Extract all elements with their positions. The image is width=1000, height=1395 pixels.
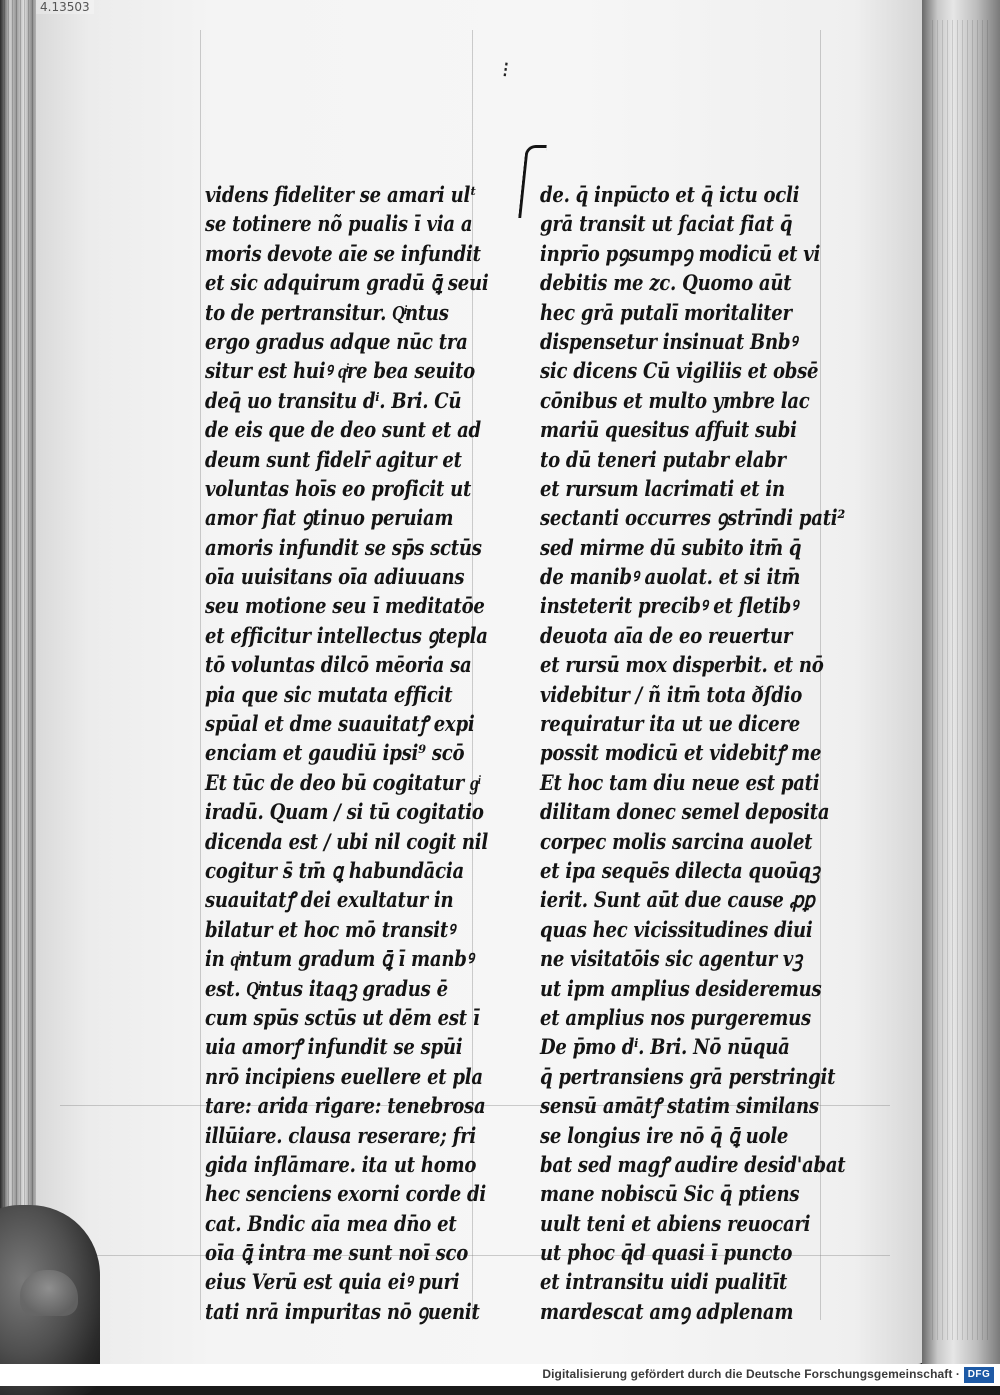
thumbnail-highlight xyxy=(20,1270,78,1316)
manuscript-line: et sic adquirum gradū ꝗ̄ seui xyxy=(205,270,489,296)
manuscript-line: mane nobiscū Sic q̄ ptiens xyxy=(540,1181,800,1207)
manuscript-line: Et tūc de deo bū cogitatur gͥ xyxy=(205,769,479,795)
page-edges-texture xyxy=(4,0,38,1386)
manuscript-line: to de pertransitur. Qͥntus xyxy=(205,299,449,325)
manuscript-line: videns fideliter se amari ulᵗ xyxy=(205,182,477,207)
manuscript-line: voluntas hoīs eo proficit ut xyxy=(205,475,472,501)
manuscript-line: eius Verū est quia eiꝰ puri xyxy=(205,1269,460,1295)
manuscript-line: ne visitatōis sic agentur vꝫ xyxy=(540,946,803,972)
manuscript-line: hec senciens exorni corde di xyxy=(205,1181,486,1207)
manuscript-line: et ipa sequēs dilecta quoūqꝫ xyxy=(540,857,820,883)
manuscript-line: amor fiat ꝯtinuo peruiam xyxy=(205,505,454,531)
manuscript-line: seu motione seu ī meditatōe xyxy=(205,593,485,619)
manuscript-line: uult teni et abiens reuocari xyxy=(540,1210,811,1236)
manuscript-line: se totinere nõ pualis ī via a xyxy=(205,211,473,237)
manuscript-line: pia que sic mutata efficit xyxy=(205,681,453,707)
manuscript-line: Et hoc tam diu neue est pati xyxy=(540,769,820,795)
manuscript-line: dispensetur insinuat Bnbꝰ xyxy=(540,328,797,354)
manuscript-line: ierit. Sunt aūt due cause ꝓꝑ xyxy=(540,887,815,913)
manuscript-line: se longius ire nō q̄ ꝗ̄ uole xyxy=(540,1122,789,1148)
manuscript-line: mariū quesitus affuit subi xyxy=(540,417,797,443)
manuscript-line: sed mirme dū subito itm̄ q̄ xyxy=(540,534,802,560)
manuscript-line: mardescat amꝯ adplenam xyxy=(540,1298,794,1324)
manuscript-line: sensū amātꝭ statim similans xyxy=(540,1093,819,1119)
manuscript-line: requiratur ita ut ue dicere xyxy=(540,711,801,737)
footer-bar xyxy=(0,1364,1000,1386)
manuscript-line: debitis me zc. Quomo aūt xyxy=(540,270,792,296)
manuscript-line: dicenda est / ubi nil cogit nil xyxy=(205,828,488,854)
book-edge-right xyxy=(922,0,1000,1386)
manuscript-line: videbitur / ñ itm̄ tota ðſdio xyxy=(540,681,802,707)
manuscript-line: iradū. Quam / si tū cogitatio xyxy=(205,799,484,825)
manuscript-line: illūiare. clausa reserare; fri xyxy=(205,1122,476,1148)
manuscript-line: de. q̄ inpūcto et q̄ ictu ocli xyxy=(540,182,800,207)
text-column-right xyxy=(540,180,850,1326)
manuscript-line: q̄ pertransiens grā perstringit xyxy=(540,1063,836,1089)
manuscript-line: cogitur s̄ tm̄ ꝗ habundācia xyxy=(205,857,464,883)
manuscript-line: et amplius nos purgeremus xyxy=(540,1004,811,1030)
manuscript-line: spūal et dme suauitatꝭ expi xyxy=(205,711,475,737)
shelfmark: 4.13503 xyxy=(36,0,94,14)
manuscript-line: est. Qͥntus itaqꝫ gradus ē xyxy=(205,975,448,1001)
manuscript-line: tare: arida rigare: tenebrosa xyxy=(205,1093,486,1119)
manuscript-line: suauitatꝭ dei exultatur in xyxy=(205,887,454,913)
manuscript-line: sic dicens Cū vigiliis et obsē xyxy=(540,358,819,384)
manuscript-line: nrō incipiens euellere et pla xyxy=(205,1063,483,1089)
manuscript-line: bilatur et hoc mō transitꝰ xyxy=(205,916,455,942)
manuscript-line: deq̄ uo transitu dⁱ. Bri. Cū xyxy=(205,387,462,413)
ruling-line xyxy=(200,30,201,1320)
manuscript-line: sectanti occurres ꝯstrīndi pati² xyxy=(540,505,846,531)
manuscript-line: corpec molis sarcina auolet xyxy=(540,828,813,854)
manuscript-line: ut phoc q̄d quasi ī puncto xyxy=(540,1240,793,1266)
manuscript-line: ut ipm amplius desideremus xyxy=(540,975,822,1001)
manuscript-line: deuota aīa de eo reuertur xyxy=(540,622,793,648)
manuscript-line: et intransitu uidi pualitīt xyxy=(540,1269,788,1295)
manuscript-line: deum sunt fidelr̄ agitur et xyxy=(205,446,462,472)
manuscript-line: to dū teneri putabr elabr xyxy=(540,446,786,472)
manuscript-line: in qͥntum gradum ꝗ̄ ī manbꝰ xyxy=(205,946,474,972)
manuscript-line: et rursum lacrimati et in xyxy=(540,475,785,501)
manuscript-line: dilitam donec semel deposita xyxy=(540,799,830,825)
margin-mark: ⁝ xyxy=(500,57,511,84)
manuscript-line: amoris infundit se sp̄s sctūs xyxy=(205,534,482,560)
manuscript-line: et efficitur intellectus ꝯtepla xyxy=(205,622,488,648)
manuscript-line: possit modicū et videbitꝭ me xyxy=(540,740,822,766)
manuscript-line: oīa ꝗ̄ intra me sunt noī sco xyxy=(205,1240,469,1266)
manuscript-line: ergo gradus adque nūc tra xyxy=(205,328,468,354)
manuscript-line: tō voluntas dilcō mēoria sa xyxy=(205,652,472,678)
manuscript-line: quas hec vicissitudines diui xyxy=(540,916,813,942)
manuscript-line: De p̄mo dⁱ. Bri. Nō nūquā xyxy=(540,1034,790,1060)
manuscript-line: bat sed magꝭ audire desid'abat xyxy=(540,1151,846,1177)
manuscript-line: inprīo pꝯsumpꝯ modicū et vi xyxy=(540,240,821,266)
manuscript-line: moris devote aīe se infundit xyxy=(205,240,481,266)
text-column-left xyxy=(205,180,525,1326)
manuscript-line: hec grā putalī moritaliter xyxy=(540,299,792,325)
dfg-logo: DFG xyxy=(964,1367,994,1383)
manuscript-line: cum spūs sctūs ut dēm est ī xyxy=(205,1004,480,1030)
manuscript-line: cat. Bndic aīa mea dn̄o et xyxy=(205,1210,457,1236)
manuscript-line: oīa uuisitans oīa adiuuans xyxy=(205,564,465,590)
manuscript-line: et rursū mox disperbit. et nō xyxy=(540,652,824,678)
manuscript-line: grā transit ut faciat fiat q̄ xyxy=(540,211,793,237)
manuscript-line: enciam et gaudiū ipsi⁹ scō xyxy=(205,740,465,766)
manuscript-line: insteterit precibꝰ et fletibꝰ xyxy=(540,593,798,619)
funding-credit: Digitalisierung gefördert durch die Deutsche Forschungsgemeinschaft · xyxy=(542,1367,960,1381)
manuscript-line: de eis que de deo sunt et ad xyxy=(205,417,481,443)
manuscript-line: tati nrā impuritas nō ꝯuenit xyxy=(205,1298,480,1324)
manuscript-line: situr est huiꝰ qͥre bea seuito xyxy=(205,358,475,384)
book-edge-left xyxy=(0,0,40,1386)
manuscript-line: uia amorꝭ infundit se spūi xyxy=(205,1034,463,1060)
manuscript-line: gida inflāmare. ita ut homo xyxy=(205,1151,477,1177)
manuscript-line: de manibꝰ auolat. et si itm̄ xyxy=(540,564,801,590)
manuscript-line: cōnibus et multo ymbre lac xyxy=(540,387,810,413)
